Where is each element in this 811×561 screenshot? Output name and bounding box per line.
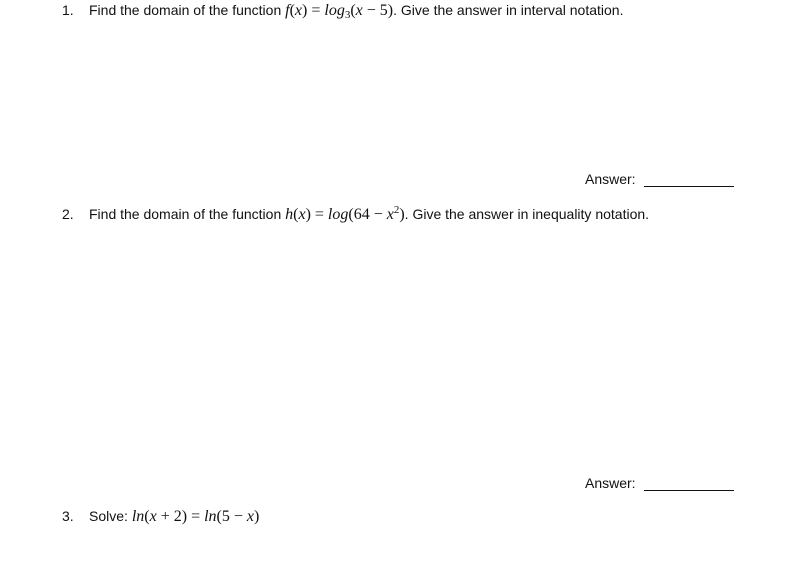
- question-text: Find the domain of the function: [89, 2, 286, 18]
- answer-blank[interactable]: [644, 489, 734, 491]
- question-number: 2.: [62, 206, 74, 222]
- question-number: 3.: [62, 508, 74, 524]
- question-number: 1.: [62, 2, 74, 18]
- answer-label: Answer:: [585, 475, 636, 491]
- question-3: [62, 508, 259, 526]
- answer-line-2: [585, 475, 734, 491]
- question-text: Solve:: [89, 508, 132, 524]
- answer-line-1: [585, 171, 734, 187]
- math-expression: ln(x + 2) = ln(5 − x): [131, 508, 260, 525]
- math-expression: $f(x) = \log_3(x - 5)$: [285, 2, 394, 21]
- question-1: [62, 2, 623, 21]
- answer-label: Answer:: [585, 171, 636, 187]
- question-text: Find the domain of the function: [89, 206, 286, 222]
- question-2: [62, 204, 649, 224]
- answer-blank[interactable]: [644, 185, 734, 187]
- math-expression: $h(x) = \log(64 - x^2)$: [285, 204, 405, 223]
- question-text-suffix: . Give the answer in interval notation.: [393, 2, 624, 18]
- question-text-suffix: . Give the answer in inequality notation.: [404, 206, 650, 222]
